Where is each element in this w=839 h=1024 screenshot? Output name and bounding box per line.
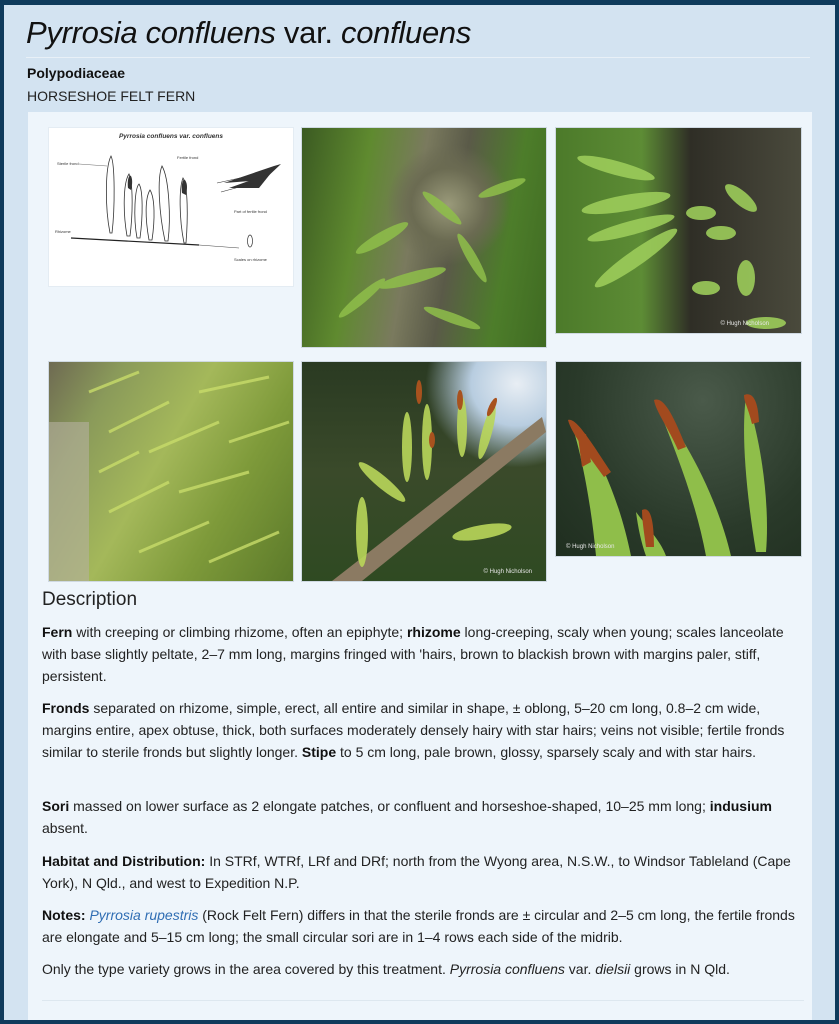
fern-photo-icon (302, 128, 546, 347)
text: var. (564, 961, 596, 977)
paragraph-habitat (42, 850, 804, 894)
term-sori: Sori (42, 798, 70, 814)
svg-text:Fertile frond: Fertile frond (177, 155, 199, 160)
gallery-image-photo-3[interactable] (555, 127, 802, 334)
bottom-divider (42, 1000, 804, 1001)
svg-text:Sterile frond: Sterile frond (57, 161, 79, 166)
variety-name: confluens (341, 15, 472, 50)
text: to 5 cm long, pale brown, glossy, sparsely scaly and with star hairs. (336, 744, 757, 760)
variety-name: dielsii (595, 961, 631, 977)
text: long-creeping, scaly when young; scales lanceolate with base slightly peltate, 2–7 mm long, margins fringed with 'hairs, brown to blackish brown with margins paler, stiff, persistent. (42, 624, 784, 684)
term-habitat: Habitat and Distribution: (42, 853, 206, 869)
svg-text:Rhizome: Rhizome (55, 229, 71, 234)
text: massed on lower surface as 2 elongate patches, or confluent and horseshoe-shaped, 10–25 mm long; (69, 798, 710, 814)
species-name: Pyrrosia confluens (449, 961, 565, 977)
photo-credit: © Hugh Nicholson (720, 321, 769, 327)
species-name: Pyrrosia confluens (26, 15, 276, 50)
term-fern: Fern (42, 624, 73, 640)
text: In STRf, WTRf, LRf and DRf; north from the Wyong area, N.S.W., to Windsor Tableland (Cape York), N Qld., and west to Expedition N.P. (42, 853, 791, 891)
link-pyrrosia-rupestris[interactable]: Pyrrosia rupestris (89, 907, 199, 923)
svg-text:Pyrrosia confluens var. conflu: Pyrrosia confluens var. confluens (118, 133, 224, 140)
term-rhizome: rhizome (406, 624, 461, 640)
paragraph-variety (42, 958, 804, 980)
paragraph-notes (42, 904, 804, 948)
rank-label: var. (275, 15, 342, 50)
paragraph-sori (42, 795, 804, 839)
fern-colony-icon (49, 362, 293, 581)
text: with creeping or climbing rhizome, often an epiphyte; (72, 624, 407, 640)
gallery-image-photo-6[interactable] (555, 361, 802, 557)
paragraph-fronds (42, 697, 804, 763)
gallery-image-line-drawing[interactable] (48, 127, 294, 287)
photo-credit: © Hugh Nicholson (483, 569, 532, 575)
gallery-image-photo-4[interactable] (48, 361, 294, 582)
text: (Rock Felt Fern) differs in that the sterile fronds are ± circular and 2–5 cm long, the fertile fronds are elongate and 5–15 cm long; the small circular sori are in 1–4 rows each side of the midrib. (42, 907, 795, 945)
term-indusium: indusium (709, 798, 772, 814)
text: separated on rhizome, simple, erect, all entire and similar in shape, ± oblong, 5–20 cm long, 0.8–2 cm wide, margins entire, apex obtuse, thick, both surfaces moderately densely hairy with star hairs; veins not visible; fertile fronds similar to sterile fronds but slightly longer. (42, 700, 785, 760)
term-notes: Notes: (42, 907, 86, 923)
svg-text:Part of fertile frond: Part of fertile frond (234, 209, 267, 214)
text: absent. (42, 820, 88, 836)
content-panel (28, 112, 812, 1020)
title-divider (26, 57, 810, 58)
fern-sori-closeup-icon (556, 362, 801, 556)
term-stipe: Stipe (301, 744, 337, 760)
common-name: HORSESHOE FELT FERN (27, 88, 196, 104)
fern-illustration-icon (49, 128, 293, 286)
svg-text:Scales on rhizome: Scales on rhizome (234, 257, 267, 262)
text: Only the type variety grows in the area covered by this treatment. (42, 961, 450, 977)
description-heading: Description (42, 589, 138, 610)
paragraph-fern (42, 621, 804, 687)
fern-photo-icon (556, 128, 801, 333)
fern-photo-icon (302, 362, 546, 581)
photo-credit: © Hugh Nicholson (566, 544, 615, 550)
term-fronds: Fronds (42, 700, 90, 716)
text: grows in N Qld. (630, 961, 730, 977)
page-title (26, 15, 471, 51)
gallery-image-photo-2[interactable] (301, 127, 547, 348)
species-page (4, 5, 835, 1020)
family-name: Polypodiaceae (27, 65, 126, 81)
gallery-image-photo-5[interactable] (301, 361, 547, 582)
